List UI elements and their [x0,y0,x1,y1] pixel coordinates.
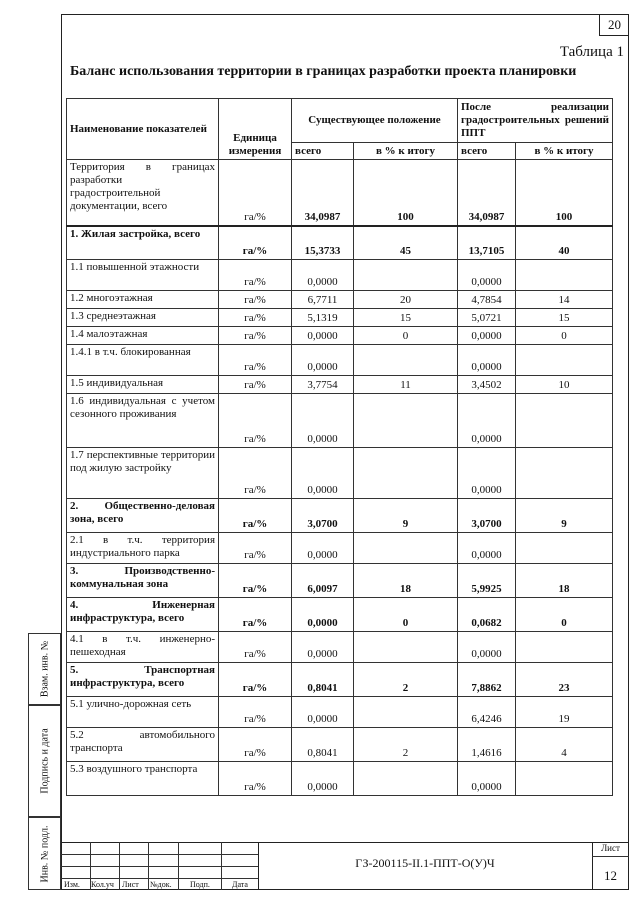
cell-v1: 3,0700 [292,499,354,533]
cell-v1: 0,0000 [292,260,354,291]
cell-p1: 0 [354,598,458,632]
page-number: 20 [599,14,629,36]
cell-p2: 10 [516,376,613,394]
cell-p1: 2 [354,728,458,762]
cell-name: 2.1 в т.ч. территория индустриального парка [67,533,219,564]
cell-v2: 5,0721 [458,309,516,327]
cell-v1: 6,7711 [292,291,354,309]
cell-p1 [354,260,458,291]
table-row [67,499,613,533]
side-inv-vzam: Взам. инв. № [28,633,61,705]
cell-v2: 0,0000 [458,632,516,663]
header-unit: Единица измерения [219,99,292,160]
cell-p2: 0 [516,598,613,632]
table-row [67,376,613,394]
cell-unit: га/% [219,728,292,762]
cell-v2: 34,0987 [458,160,516,226]
cell-name: 3. Производственно-коммунальная зона [67,564,219,598]
cell-v2: 0,0000 [458,448,516,499]
table-row [67,448,613,499]
cell-v1: 0,0000 [292,762,354,796]
cell-p1 [354,394,458,448]
cell-name: 4. Инженерная инфраструктура, всего [67,598,219,632]
cell-p2 [516,632,613,663]
cell-p2 [516,533,613,564]
header-after: После реализации градостроительных решений ППТ [458,99,613,143]
table-row [67,663,613,697]
cell-unit: га/% [219,499,292,533]
cell-name: 1.5 индивидуальная [67,376,219,394]
cell-unit: га/% [219,291,292,309]
cell-name: 1.3 среднеэтажная [67,309,219,327]
table-row [67,632,613,663]
cell-unit: га/% [219,376,292,394]
header-percent-existing: в % к итогу [354,143,458,160]
stamp-col-list: Лист [122,880,139,889]
cell-p1: 15 [354,309,458,327]
cell-v1: 0,0000 [292,327,354,345]
cell-v2: 0,0682 [458,598,516,632]
cell-p2: 14 [516,291,613,309]
table-header-row [67,99,613,143]
header-name: Наименование показателей [67,99,219,160]
balance-table [66,98,613,796]
cell-p1: 0 [354,327,458,345]
sheet-number: 12 [604,868,617,883]
cell-p2 [516,260,613,291]
cell-p2: 4 [516,728,613,762]
cell-v2: 3,0700 [458,499,516,533]
cell-p1 [354,533,458,564]
cell-p1: 9 [354,499,458,533]
cell-v1: 5,1319 [292,309,354,327]
cell-p2: 40 [516,226,613,260]
table-row [67,327,613,345]
cell-p1: 20 [354,291,458,309]
header-existing: Существующее положение [292,99,458,143]
cell-v1: 15,3733 [292,226,354,260]
cell-p2: 100 [516,160,613,226]
table-row [67,533,613,564]
header-total-existing: всего [292,143,354,160]
cell-v1: 0,8041 [292,663,354,697]
cell-v2: 1,4616 [458,728,516,762]
cell-p1: 2 [354,663,458,697]
cell-v1: 0,0000 [292,448,354,499]
cell-unit: га/% [219,533,292,564]
cell-p1: 11 [354,376,458,394]
cell-unit: га/% [219,327,292,345]
cell-v1: 0,0000 [292,697,354,728]
table-row [67,309,613,327]
cell-name: 1.6 индивидуальная с учетом сезонного проживания [67,394,219,448]
cell-name: 1.1 повышенной этажности [67,260,219,291]
cell-v2: 0,0000 [458,260,516,291]
title-block [61,842,629,890]
cell-v1: 0,8041 [292,728,354,762]
cell-name: Территория в границах разработки градостроительной документации, всего [67,160,219,226]
cell-name: 1.2 многоэтажная [67,291,219,309]
cell-p2: 23 [516,663,613,697]
cell-p1 [354,762,458,796]
table-label: Таблица 1 [559,44,624,60]
table-row [67,598,613,632]
cell-p2: 0 [516,327,613,345]
cell-v2: 0,0000 [458,762,516,796]
cell-p2: 15 [516,309,613,327]
cell-v2: 0,0000 [458,533,516,564]
cell-unit: га/% [219,564,292,598]
cell-v2: 0,0000 [458,327,516,345]
stamp-col-data: Дата [232,880,248,889]
cell-p2: 9 [516,499,613,533]
cell-p2: 19 [516,697,613,728]
cell-v1: 0,0000 [292,598,354,632]
cell-v1: 6,0097 [292,564,354,598]
cell-unit: га/% [219,598,292,632]
table-row [67,564,613,598]
cell-v1: 34,0987 [292,160,354,226]
table-row [67,291,613,309]
cell-p1 [354,697,458,728]
cell-unit: га/% [219,226,292,260]
cell-v2: 0,0000 [458,345,516,376]
cell-unit: га/% [219,697,292,728]
cell-v2: 5,9925 [458,564,516,598]
cell-v2: 7,8862 [458,663,516,697]
cell-unit: га/% [219,260,292,291]
cell-v1: 0,0000 [292,345,354,376]
cell-unit: га/% [219,448,292,499]
cell-unit: га/% [219,309,292,327]
cell-v1: 0,0000 [292,533,354,564]
cell-p2 [516,394,613,448]
cell-p1 [354,345,458,376]
cell-name: 1.4 малоэтажная [67,327,219,345]
cell-name: 2. Общественно-деловая зона, всего [67,499,219,533]
cell-p2 [516,448,613,499]
cell-name: 1. Жилая застройка, всего [67,226,219,260]
stamp-col-podp: Подп. [190,880,210,889]
cell-v1: 0,0000 [292,394,354,448]
cell-p2: 18 [516,564,613,598]
side-inv-podl: Инв. № подл. [28,817,61,890]
sheet-label: Лист [601,843,620,853]
side-sign-date: Подпись и дата [28,705,61,817]
cell-p1: 100 [354,160,458,226]
cell-unit: га/% [219,160,292,226]
cell-p1: 18 [354,564,458,598]
cell-unit: га/% [219,394,292,448]
table-row [67,226,613,260]
table-row [67,728,613,762]
cell-unit: га/% [219,345,292,376]
cell-v2: 0,0000 [458,394,516,448]
table-row [67,345,613,376]
cell-name: 5.2 автомобильного транспорта [67,728,219,762]
cell-name: 5.3 воздушного транспорта [67,762,219,796]
stamp-col-ndoc: №док. [150,880,172,889]
cell-v1: 3,7754 [292,376,354,394]
table-row [67,762,613,796]
stamp-col-izm: Изм. [64,880,80,889]
doc-code: ГЗ-200115-II.1-ППТ-О(У)Ч [355,856,495,870]
cell-p1: 45 [354,226,458,260]
cell-p2 [516,345,613,376]
cell-name: 5. Транспортная инфраструктура, всего [67,663,219,697]
cell-v2: 13,7105 [458,226,516,260]
table-row [67,260,613,291]
table-row [67,394,613,448]
table-title: Баланс использования территории в границах разработки проекта планировки [70,64,577,79]
table-row [67,697,613,728]
table-row [67,160,613,226]
header-percent-after: в % к итогу [516,143,613,160]
cell-p1 [354,448,458,499]
cell-name: 1.7 перспективные территории под жилую застройку [67,448,219,499]
cell-unit: га/% [219,663,292,697]
cell-p1 [354,632,458,663]
cell-v2: 3,4502 [458,376,516,394]
cell-name: 5.1 улично-дорожная сеть [67,697,219,728]
cell-unit: га/% [219,632,292,663]
cell-p2 [516,762,613,796]
cell-name: 4.1 в т.ч. инженерно-пешеходная [67,632,219,663]
cell-name: 1.4.1 в т.ч. блокированная [67,345,219,376]
cell-v2: 4,7854 [458,291,516,309]
stamp-col-kolvo: Кол.уч [91,880,114,889]
cell-v1: 0,0000 [292,632,354,663]
cell-v2: 6,4246 [458,697,516,728]
cell-unit: га/% [219,762,292,796]
header-total-after: всего [458,143,516,160]
